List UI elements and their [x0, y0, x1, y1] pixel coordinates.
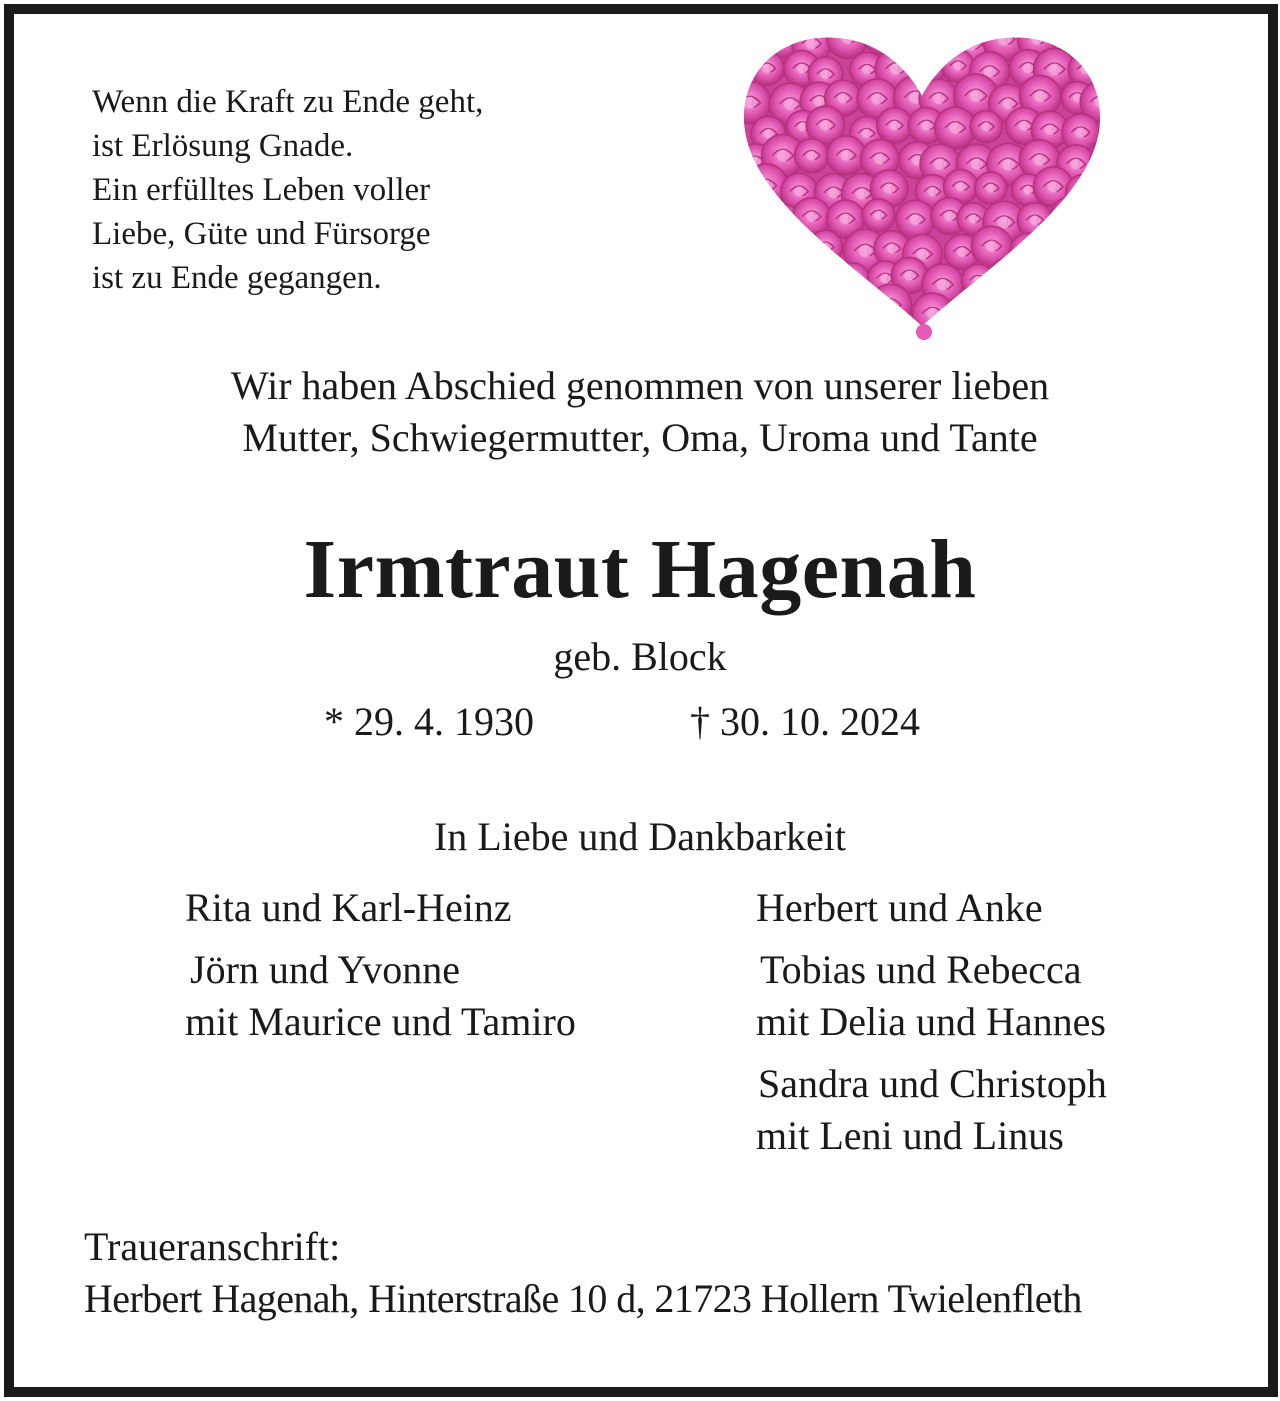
rose-center [748, 36, 757, 45]
rose-icon [962, 264, 995, 297]
rose-center [970, 90, 982, 102]
rose-center [1033, 272, 1044, 283]
rose-center [982, 122, 991, 131]
rose-petal [1081, 307, 1097, 315]
rose-center [1003, 271, 1014, 282]
rose-petal [951, 309, 967, 317]
rose-center [862, 65, 872, 75]
rose-center [1065, 212, 1076, 223]
rose-center [1047, 245, 1058, 256]
rose-petal [1100, 155, 1108, 166]
rose-petal [1072, 243, 1093, 254]
rose-center [1102, 275, 1108, 284]
rose-center [762, 64, 771, 73]
closing-text: In Liebe und Dankbarkeit [433, 814, 847, 859]
rose-center [986, 184, 995, 193]
rose-center [784, 98, 796, 110]
rose-center [927, 308, 938, 319]
rose-icon [1093, 26, 1108, 57]
rose-center [1048, 181, 1059, 192]
rose-center [848, 275, 857, 284]
rose-center [1024, 186, 1033, 195]
rose-center [905, 37, 914, 46]
rose-center [890, 63, 902, 75]
rose-center [755, 305, 766, 316]
rose-center [924, 62, 934, 72]
rose-icon [1098, 288, 1108, 324]
rose-icon [807, 289, 844, 326]
rose-center [1031, 34, 1042, 45]
rose-center [940, 35, 950, 45]
deceased-name: Irmtraut Hagenah [303, 523, 977, 616]
rose-center [949, 122, 961, 134]
rose-icon [809, 230, 843, 264]
rose-center [1105, 35, 1108, 45]
rose-center [842, 32, 854, 44]
rose-center [956, 182, 966, 192]
rose-petal [1019, 246, 1037, 255]
rose-center [859, 245, 871, 257]
rose-center [953, 61, 962, 70]
rose-icon [1090, 263, 1108, 296]
intro-text [0, 360, 1280, 464]
rose-icon [1102, 231, 1108, 269]
rose-icon [1105, 173, 1108, 210]
rose-center [774, 273, 786, 285]
rose-center [760, 180, 772, 192]
rose-center [874, 153, 885, 164]
rose-center [828, 188, 839, 199]
rose-center [984, 307, 993, 316]
rose-center [965, 38, 977, 50]
rose-icon [1033, 231, 1072, 270]
rose-center [820, 303, 830, 313]
rose-petal [769, 272, 791, 283]
rose-center [1070, 33, 1080, 43]
rose-petal [751, 304, 770, 314]
rose-center [874, 211, 883, 220]
rose-petal [845, 274, 862, 282]
rose-petal [1098, 275, 1108, 283]
rose-petal [744, 36, 761, 44]
rose-center [838, 93, 848, 103]
rose-center [944, 211, 954, 221]
rose-center [890, 121, 900, 131]
rose-petal [1074, 187, 1092, 196]
rose-icon [737, 262, 770, 295]
rose-center [1019, 304, 1029, 314]
rose-tip [916, 324, 932, 340]
rose-center [821, 242, 830, 251]
rose-center [1030, 215, 1040, 225]
rose-center [957, 247, 967, 257]
rose-center [871, 93, 882, 104]
rose-center [1003, 98, 1014, 109]
mourner-line: Sandra und Christoph [758, 1061, 1107, 1106]
rose-petal [937, 35, 954, 44]
rose-center [799, 248, 809, 258]
birth-date: * 29. 4. 1930 [324, 699, 534, 744]
mourner-line: mit Leni und Linus [756, 1113, 1064, 1158]
rose-center [1002, 159, 1014, 171]
rose-center [820, 120, 831, 131]
rose-center [969, 214, 978, 223]
rose-icon [972, 295, 1005, 328]
mourner-line: Herbert und Anke [756, 885, 1043, 930]
rose-center [862, 129, 871, 138]
poem-line: Ein erfülltes Leben voller [92, 172, 431, 208]
rose-center [885, 299, 897, 311]
poem-line: Wenn die Kraft zu Ende geht, [92, 84, 484, 120]
rose-center [841, 150, 852, 161]
rose-petal [747, 211, 765, 220]
rose-center [1081, 64, 1091, 74]
rose-center [1075, 127, 1085, 137]
rose-center [814, 96, 825, 107]
rose-center [1055, 306, 1064, 315]
rose-icon [943, 298, 975, 330]
address-label: Traueranschrift: [84, 1224, 341, 1269]
rose-center [887, 244, 897, 254]
rose-icon [785, 235, 822, 272]
rose-petal [1060, 211, 1080, 221]
rose-petal [901, 37, 918, 46]
rose-icon [1043, 294, 1077, 328]
rose-petal [854, 308, 875, 319]
rose-petal [784, 306, 801, 314]
rose-icon [1073, 296, 1105, 328]
rose-icon [1010, 233, 1046, 269]
mourner-line: mit Delia und Hannes [756, 999, 1106, 1044]
rose-center [955, 310, 964, 319]
rose-petal [980, 306, 996, 314]
rose-center [904, 270, 914, 280]
rose-center [934, 158, 945, 169]
rose-center [859, 309, 871, 321]
rose-petal [1064, 271, 1084, 281]
mourner-line: Tobias und Rebecca [760, 947, 1082, 992]
rose-center [880, 274, 890, 284]
rose-icon [869, 284, 911, 326]
rose-center [1034, 90, 1046, 102]
rose-center [986, 241, 997, 252]
rose-icon [1006, 291, 1042, 327]
rose-center [751, 212, 761, 222]
rose-center [1105, 155, 1108, 167]
rose-petal [1051, 306, 1068, 315]
rose-petal [873, 30, 892, 40]
rose-center [806, 38, 817, 49]
rose-icon [1061, 228, 1103, 270]
rose-icon [1065, 175, 1101, 211]
rose-center [1078, 187, 1088, 197]
rose-center [1019, 121, 1029, 131]
rose-center [877, 30, 888, 41]
rose-center [917, 249, 928, 260]
rose-icon [801, 266, 838, 303]
rose-center [776, 34, 787, 45]
rose-icon [1054, 258, 1093, 297]
rose-icon [836, 263, 869, 296]
rose-icon [892, 26, 926, 59]
rose-center [1099, 212, 1108, 223]
rose-center [1023, 246, 1033, 256]
rose-center [1049, 63, 1061, 75]
rose-icon [742, 291, 780, 329]
rose-petal [1029, 272, 1048, 282]
rose-center [928, 187, 937, 196]
rose-center [1045, 125, 1055, 135]
rose-center [998, 33, 1010, 45]
rose-center [807, 151, 817, 161]
rose-petal [920, 61, 937, 70]
rose-center [1095, 96, 1106, 107]
rose-petal [999, 271, 1018, 281]
rose-petal [774, 218, 793, 228]
rose-icon [989, 258, 1027, 296]
poem-line: ist zu Ende gegangen. [92, 260, 382, 296]
mourner-line: Jörn und Yvonne [190, 947, 461, 992]
rose-center [794, 186, 804, 196]
rose-center [744, 97, 756, 109]
rose-center [814, 279, 824, 289]
mourner-line: Rita und Karl-Heinz [185, 885, 512, 930]
rose-center [840, 214, 851, 225]
rose-petal [1015, 303, 1033, 312]
rose-center [788, 307, 797, 316]
rose-icon [1050, 197, 1091, 238]
rose-petal [795, 247, 813, 256]
rose-petal [1066, 33, 1083, 42]
rose-center [1034, 154, 1045, 165]
rose-center [1023, 63, 1033, 73]
rose-petal [746, 274, 763, 282]
rose-center [766, 249, 776, 259]
rose-center [856, 188, 867, 199]
rose-petal [1102, 34, 1108, 43]
rose-petal [1107, 301, 1108, 310]
rose-center [778, 219, 789, 230]
rose-center [884, 183, 895, 194]
rose-center [998, 216, 1010, 228]
rose-center [1071, 159, 1082, 170]
rose-center [1084, 308, 1093, 317]
rose-icon [1100, 107, 1108, 150]
death-date: † 30. 10. 2024 [690, 699, 920, 744]
rose-center [1068, 272, 1079, 283]
rose-petal [772, 34, 791, 44]
intro-line: Mutter, Schwiegermutter, Oma, Uroma und Tante [242, 415, 1038, 460]
rose-center [821, 69, 831, 79]
rose-petal [1095, 211, 1108, 221]
address-line: Herbert Hagenah, Hinterstraße 10 d, 21723 Hollern Twielenfleth [84, 1276, 1082, 1321]
rose-heart-icon [736, 26, 1108, 344]
rose-center [933, 93, 944, 104]
rose-icon [736, 26, 769, 57]
rose-center [806, 211, 817, 222]
rose-icon [1019, 258, 1057, 296]
mourner-line: mit Maurice und Tamiro [185, 999, 576, 1044]
poem [92, 80, 483, 300]
rose-center [1076, 243, 1088, 255]
rose-icon [753, 236, 790, 273]
intro-line: Wir haben Abschied genommen von unserer lieben [230, 363, 1050, 408]
rose-petal [1043, 245, 1062, 255]
rose-center [749, 274, 758, 283]
rose-center [921, 121, 931, 131]
rose-icon [776, 295, 809, 328]
rose-icon [1099, 56, 1108, 90]
rose-icon [738, 199, 774, 235]
rose-icon [928, 26, 962, 57]
rose-center [910, 214, 921, 225]
poem-line: ist Erlösung Gnade. [92, 128, 354, 164]
rose-center [777, 150, 789, 162]
maiden-name: geb. Block [553, 634, 727, 679]
rose-center [937, 279, 949, 291]
rose-petal [810, 279, 829, 289]
rose-center [797, 63, 807, 73]
rose-icon [759, 257, 802, 300]
poem-line: Liebe, Güte und Fürsorge [92, 216, 431, 252]
rose-center [971, 158, 982, 169]
rose-icon [843, 293, 885, 335]
rose-icon [1085, 198, 1108, 238]
rose-petal [816, 302, 835, 311]
rose-petal [1107, 67, 1108, 76]
rose-petal [762, 249, 780, 258]
rose-petal [960, 38, 982, 49]
rose-center [973, 276, 982, 285]
